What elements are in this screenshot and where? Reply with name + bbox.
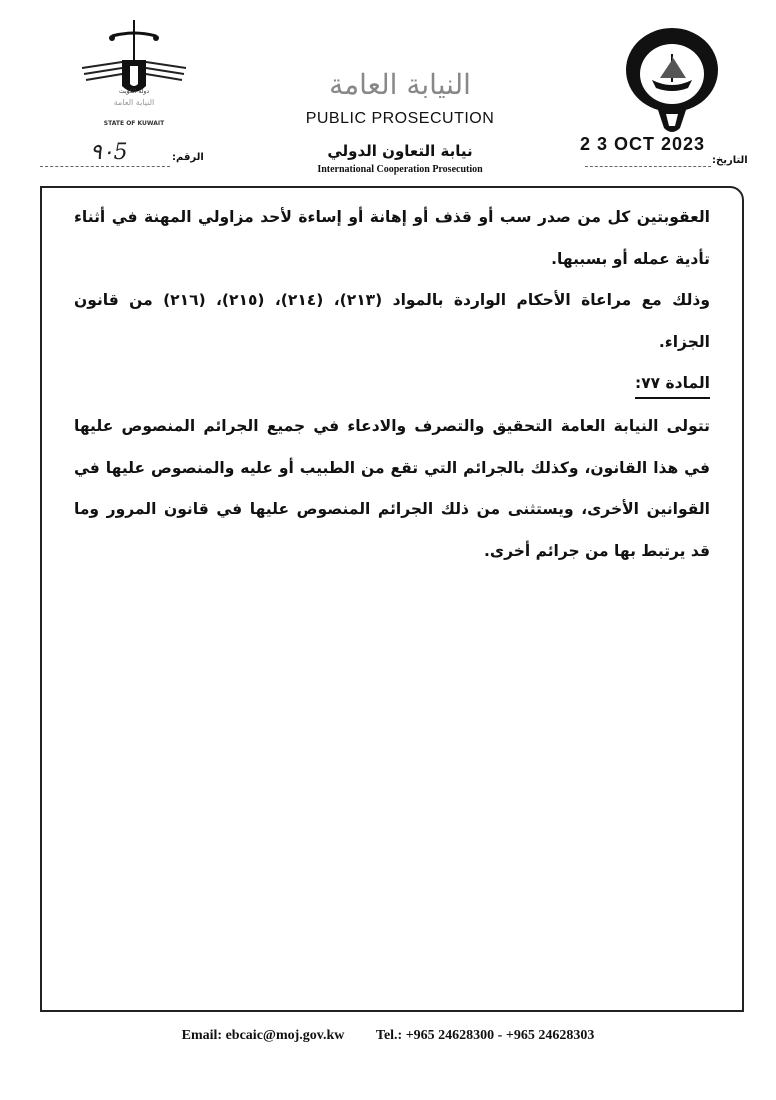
public-prosecution-calligraphy: النيابة العامة: [329, 68, 471, 101]
public-prosecution-title: PUBLIC PROSECUTION: [305, 110, 495, 127]
emblem-caption-ar-2: النيابة العامة: [113, 98, 155, 107]
reference-dotted-line: [40, 166, 170, 167]
date-stamp: 2 3 OCT 2023: [580, 134, 706, 154]
paragraph-1: العقوبتين كل من صدر سب أو قذف أو إهانة أو إساءة لأحد مزاولي المهنة في أثناء تأدية عمله أو بسببها.: [74, 208, 710, 268]
reference-number: ٩٠5: [90, 140, 128, 165]
footer-telephone: Tel.: +965 24628300 - +965 24628303: [375, 1028, 595, 1043]
emblem-caption-en: STATE OF KUWAIT: [103, 120, 165, 127]
footer-contact: [0, 1028, 776, 1044]
paragraph-3: تتولى النيابة العامة التحقيق والتصرف والادعاء في جميع الجرائم المنصوص عليها في هذا القانون، وكذلك بالجرائم التي تقع من الطبيب أو عليه والمنصوص عليها في القوانين الأخرى، ويستثنى من ذلك الجرائم المنصوص عليها في قانون المرور وما قد يرتبط بها من جرائم أخرى.: [74, 417, 710, 560]
date-dotted-line: [585, 166, 711, 167]
reference-label: الرقم:: [172, 152, 204, 163]
department-arabic: نيابة التعاون الدولي: [327, 142, 473, 160]
document-body: [74, 197, 710, 572]
scales-of-justice-emblem: [78, 18, 190, 130]
paragraph-2: وذلك مع مراعاة الأحكام الواردة بالمواد (٢١٣)، (٢١٤)، (٢١٥)، (٢١٦) من قانون الجزاء.: [74, 291, 711, 351]
article-heading: المادة ٧٧:: [635, 369, 710, 399]
kuwait-coat-of-arms-emblem: [622, 24, 722, 136]
emblem-caption-ar: دولة الكويت: [119, 88, 149, 95]
footer-email: Email: ebcaic@moj.gov.kw: [181, 1028, 345, 1043]
date-label: التاريخ:: [712, 155, 748, 166]
department-english: International Cooperation Prosecution: [317, 164, 483, 175]
